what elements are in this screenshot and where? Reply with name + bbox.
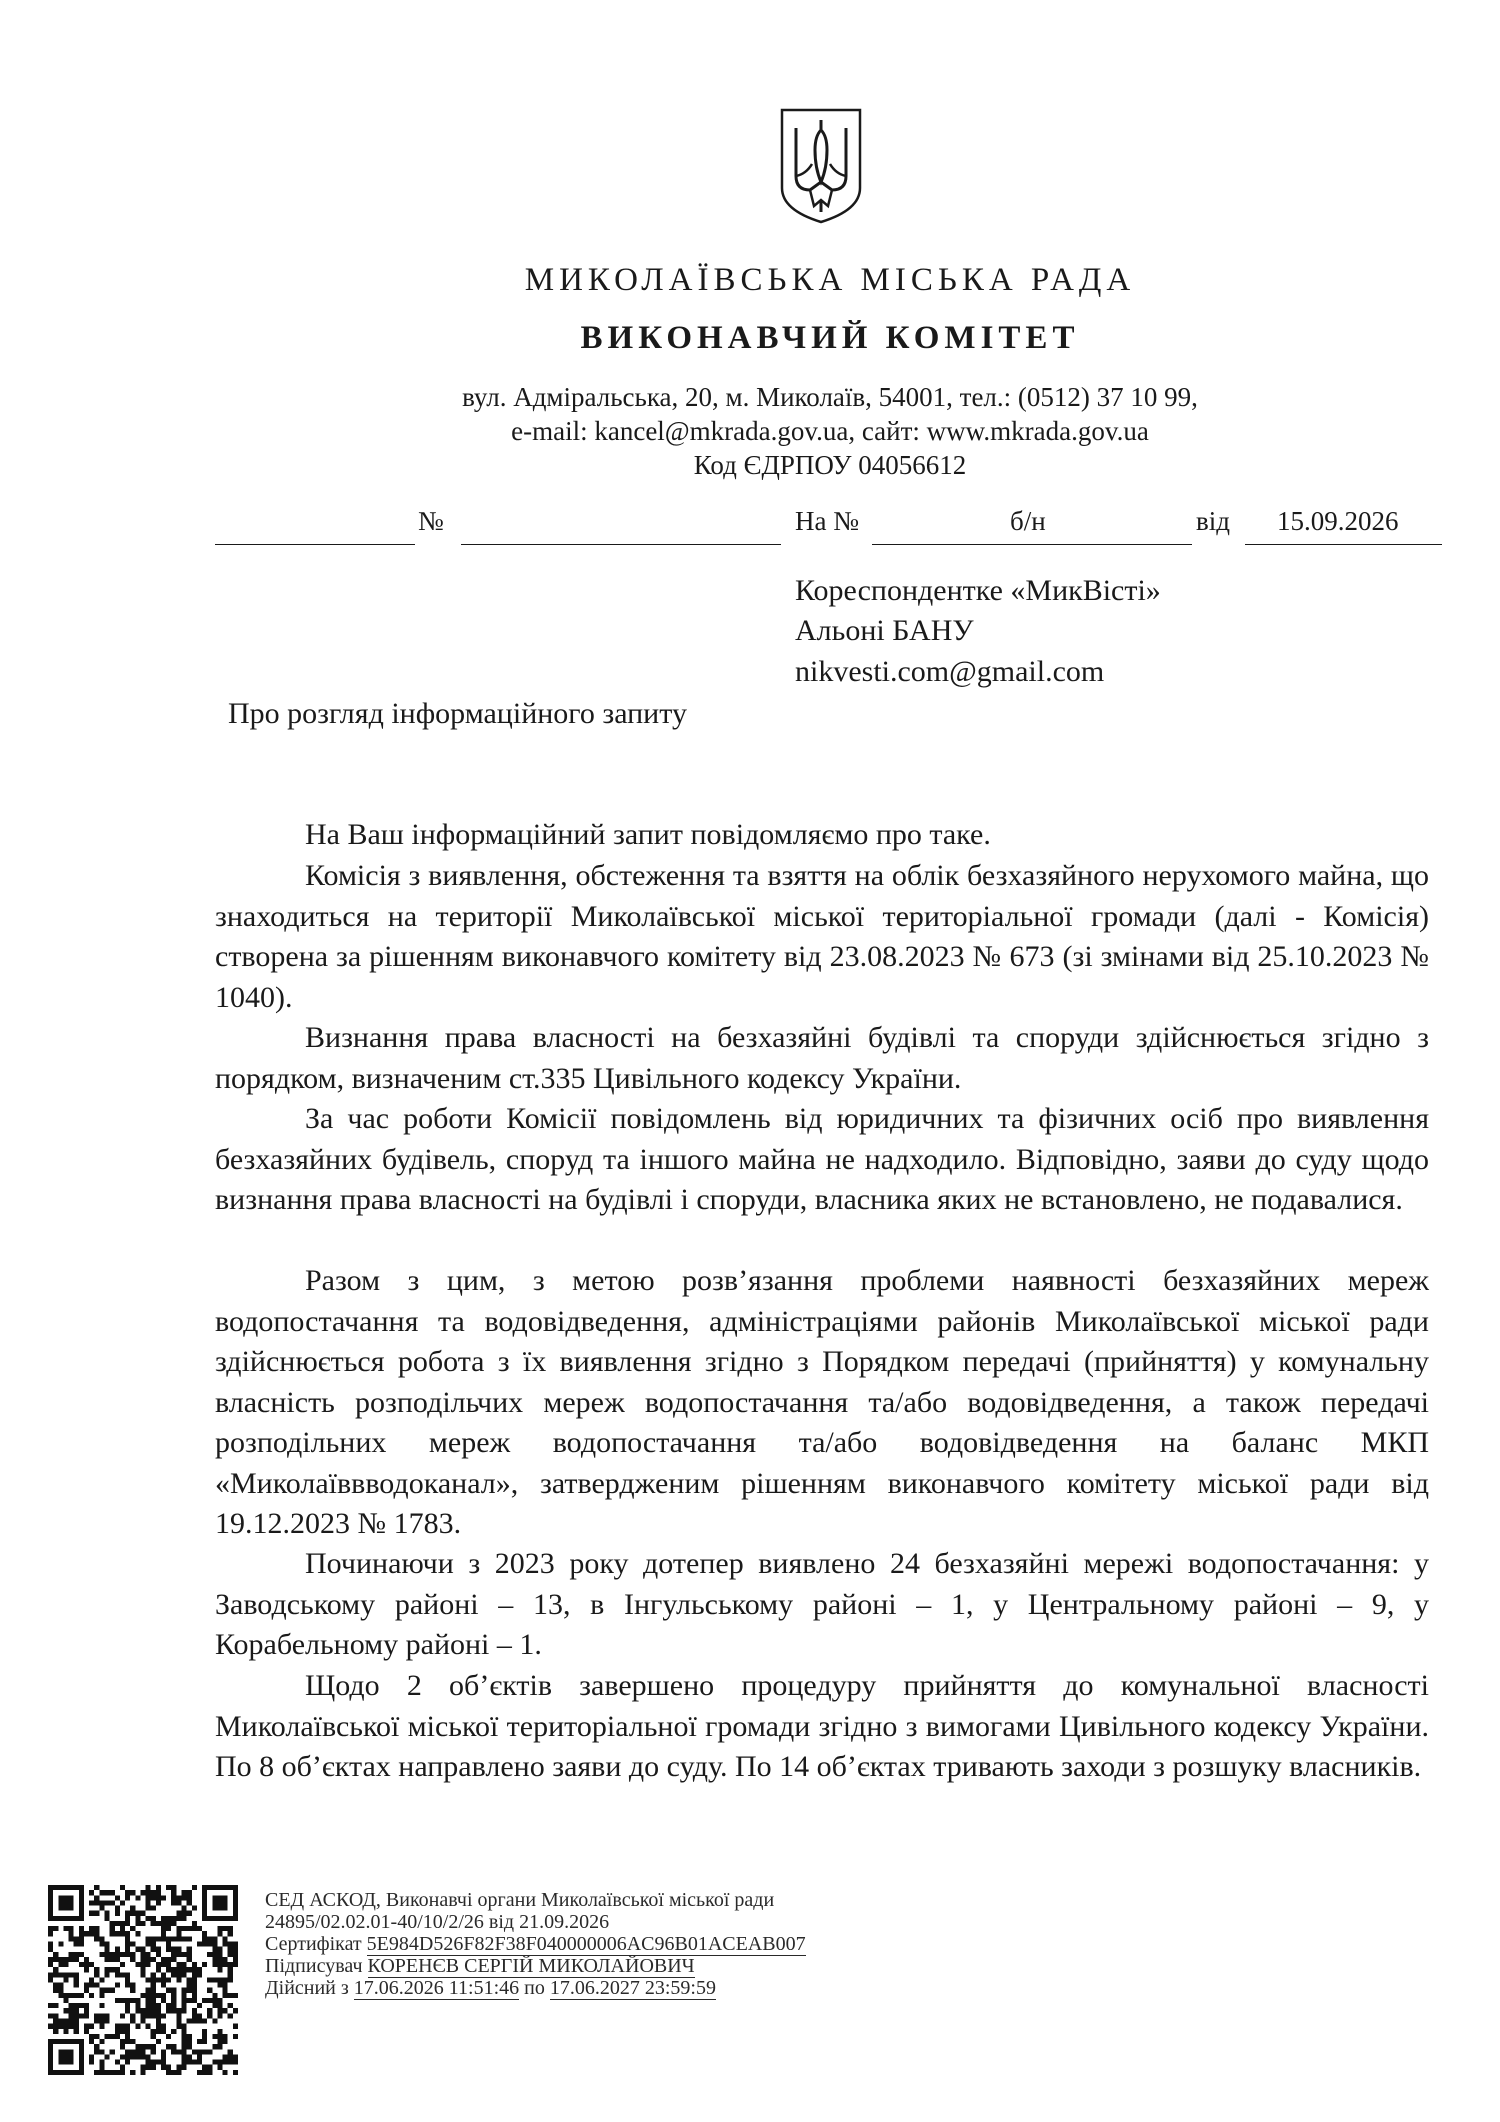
valid-from-label: Дійсний з [265, 1977, 349, 1999]
body-paragraph-2: Комісія з виявлення, обстеження та взяття на облік безхазяйного нерухомого майна, що знаходиться на території Миколаївської міської територіальної громади (далі - Комісія) створена за рішенням виконавчого комітету від 23.08.2023 № 673 (зі змінами від 25.10.2023 № 1040). [215, 859, 1429, 1014]
signer-value: КОРЕНЄВ СЕРГІЙ МИКОЛАЙОВИЧ [367, 1955, 695, 1977]
date-value: 15.09.2026 [1277, 506, 1399, 536]
letter-subject: Про розгляд інформаційного запиту [228, 697, 687, 730]
number-sign: № [418, 506, 444, 536]
addressee-line-2: Альоні БАНУ [795, 614, 974, 647]
contact-email-line: e-mail: kancel@mkrada.gov.ua, сайт: www.mkrada.gov.ua [511, 416, 1149, 446]
ukraine-trident-icon [778, 106, 864, 226]
valid-from-value: 17.06.2026 11:51:46 [353, 1977, 520, 1999]
body-paragraph-3: Визнання права власності на безхазяйні будівлі та споруди здійснюється згідно з порядком, визначеним ст.335 Цивільного кодексу України. [215, 1021, 1429, 1095]
organization-name: МИКОЛАЇВСЬКА МІСЬКА РАДА [524, 262, 1136, 298]
valid-to-value: 17.06.2027 23:59:59 [549, 1977, 716, 1999]
in-reply-value: б/н [1010, 506, 1046, 536]
body-paragraph-1: На Ваш інформаційний запит повідомляємо про таке. [305, 818, 991, 851]
outgoing-date-blank [215, 508, 415, 545]
body-paragraph-7: Щодо 2 об’єктів завершено процедуру прийняття до комунальної власності Миколаївської міської територіальної громади згідно з вимогами Цивільного кодексу України. По 8 об’єктах направлено заяви до суду. По 14 об’єктах тривають заходи з розшуку власників. [215, 1669, 1429, 1783]
in-reply-label: На № [795, 506, 859, 536]
signature-validity-line [265, 1977, 716, 1999]
signature-system-line: СЕД АСКОД, Виконавчі органи Миколаївської міської ради [265, 1889, 775, 1911]
body-paragraph-6: Починаючи з 2023 року дотепер виявлено 24 безхазяйні мережі водопостачання: у Заводському районі – 13, в Інгульському районі – 1, у Центральному районі – 9, у Корабельному районі – 1. [215, 1547, 1429, 1661]
addressee-line-1: Кореспондентке «МикВісті» [795, 574, 1161, 607]
address-line: вул. Адміральська, 20, м. Миколаїв, 54001, тел.: (0512) 37 10 99, [462, 382, 1198, 412]
addressee-email: nikvesti.com@gmail.com [795, 655, 1105, 688]
qr-code-icon [48, 1885, 238, 2075]
certificate-value: 5E984D526F82F38F040000006AC96B01ACEAB007 [366, 1933, 806, 1955]
signature-registration-line: 24895/02.02.01-40/10/2/26 від 21.09.2026 [265, 1911, 610, 1933]
signature-signer-line [265, 1955, 695, 1977]
committee-name: ВИКОНАВЧИЙ КОМІТЕТ [580, 320, 1080, 356]
valid-to-label: по [524, 1977, 545, 1999]
signature-certificate-line [265, 1933, 806, 1955]
signer-label: Підписувач [265, 1955, 363, 1977]
outgoing-number-blank [461, 508, 781, 545]
body-paragraph-4: За час роботи Комісії повідомлень від юридичних та фізичних осіб про виявлення безхазяйних будівель, споруд та іншого майна не надходило. Відповідно, заяви до суду щодо визнання права власності на будівлі і споруди, власника яких не встановлено, не подавалися. [215, 1102, 1429, 1216]
body-paragraph-5: Разом з цим, з метою розв’язання проблеми наявності безхазяйних мереж водопостачання та водовідведення, адміністраціями районів Миколаївської міської ради здійснюється робота з їх виявлення згідно з Порядком передачі (прийняття) у комунальну власність розподільчих мереж водопостачання та/або водовідведення, а також передачі розподільних мереж водопостачання та/або водовідведення на баланс МКП «Миколаїввводоканал», затвердженим рішенням виконавчого комітету міської ради від 19.12.2023 № 1783. [215, 1264, 1429, 1540]
edrpou-code-line: Код ЄДРПОУ 04056612 [693, 450, 967, 480]
date-from-label: від [1196, 506, 1230, 536]
certificate-label: Сертифікат [265, 1933, 362, 1955]
